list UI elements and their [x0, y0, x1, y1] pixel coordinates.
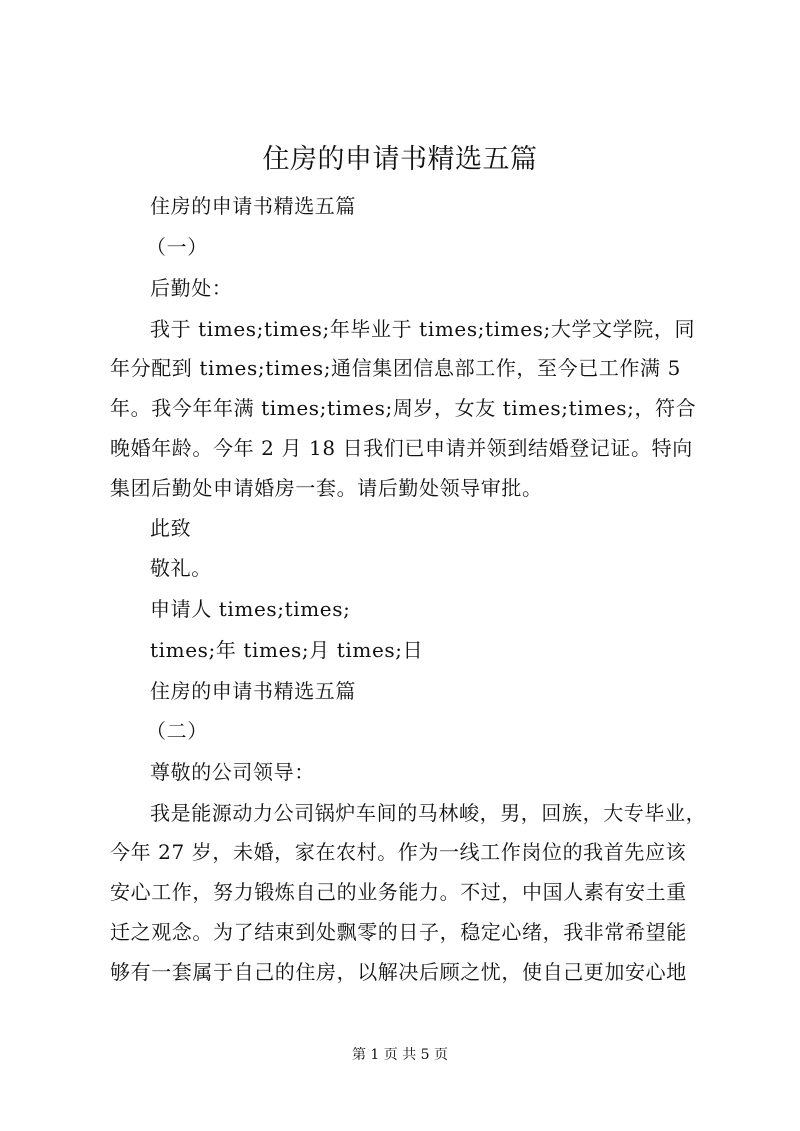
body-line-7: 今年 27 岁，未婚，家在农村。作为一线工作岗位的我首先应该 — [110, 840, 687, 864]
document-title: 住房的申请书精选五篇 — [262, 144, 538, 175]
body-line-2: 年分配到 times;times;通信集团信息部工作，至今已工作满 5 — [110, 356, 681, 380]
section-heading-2: 住房的申请书精选五篇 — [150, 679, 356, 703]
date-line: times;年 times;月 times;日 — [150, 638, 424, 662]
page-footer: 第 1 页 共 5 页 — [351, 1047, 449, 1063]
body-line-10: 够有一套属于自己的住房，以解决后顾之忧，使自己更加安心地 — [110, 960, 687, 984]
section-number-1: （一） — [146, 235, 208, 259]
body-line-3: 年。我今年年满 times;times;周岁，女友 times;times;，符合 — [110, 396, 697, 420]
body-line-4: 晚婚年龄。今年 2 月 18 日我们已申请并领到结婚登记证。特向 — [110, 436, 693, 460]
body-line-5: 集团后勤处申请婚房一套。请后勤处领导审批。 — [110, 476, 543, 500]
closing-2: 敬礼。 — [150, 556, 212, 580]
body-line-9: 迁之观念。为了结束到处飘零的日子，稳定心绪，我非常希望能 — [110, 920, 687, 944]
section-heading-1: 住房的申请书精选五篇 — [150, 194, 356, 218]
body-line-6: 我是能源动力公司锅炉车间的马林峻，男，回族，大专毕业， — [150, 801, 707, 825]
applicant-line: 申请人 times;times; — [150, 597, 351, 621]
body-line-1: 我于 times;times;年毕业于 times;times;大学文学院，同 — [150, 317, 696, 341]
salutation-1: 后勤处： — [150, 276, 233, 300]
salutation-2: 尊敬的公司领导： — [150, 760, 315, 784]
body-line-8: 安心工作，努力锻炼自己的业务能力。不过，中国人素有安土重 — [110, 880, 687, 904]
section-number-2: （二） — [146, 719, 208, 743]
closing-1: 此致 — [150, 516, 192, 540]
